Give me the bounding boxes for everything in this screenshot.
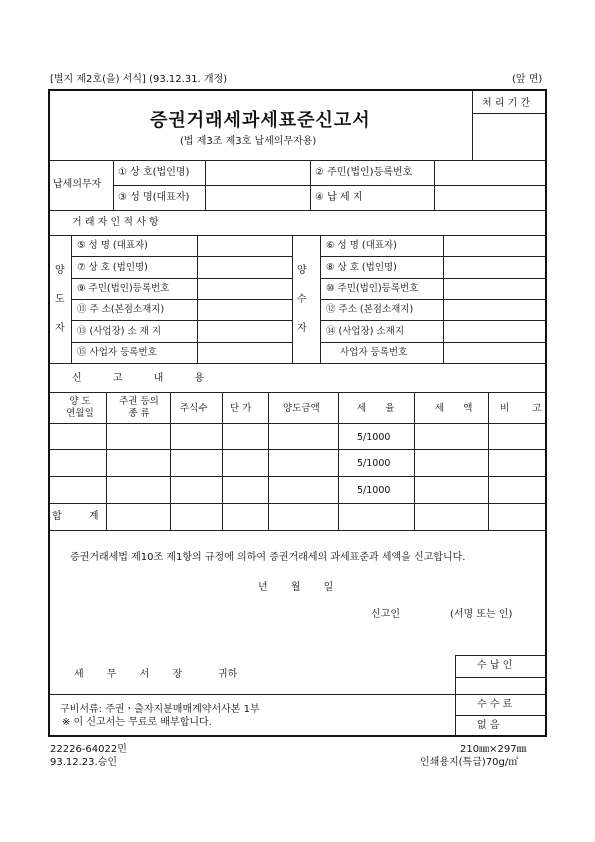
report-col-4 — [268, 392, 269, 530]
party-row-line-1b — [320, 256, 545, 257]
col-header-remarks: 비 고 — [500, 403, 552, 414]
taxpayer-col-3 — [310, 160, 311, 210]
line-report-total — [49, 530, 545, 531]
line-notes-top — [49, 694, 455, 695]
party-row-line-2 — [71, 278, 292, 279]
field-registration-no: ② 주민(법인)등록번호 — [315, 167, 413, 178]
party-row-line-2b — [320, 278, 545, 279]
page-side-label: (앞 면) — [512, 74, 543, 85]
report-col-1 — [106, 392, 107, 530]
processing-period-label: 처 리 기 간 — [482, 98, 531, 109]
party-row-line-5b — [320, 342, 545, 343]
party-row-line-5 — [71, 342, 292, 343]
field-tax-place: ④ 납 세 지 — [315, 192, 363, 203]
seller-field-address: ⑪ 주 소(본점소재지) — [77, 304, 165, 315]
line-parties-top — [49, 235, 545, 236]
free-distribution-note: ※ 이 신고서는 무료로 배부합니다. — [62, 717, 212, 728]
line-report-row-1 — [49, 449, 545, 450]
paper-size: 210㎜×297㎜ — [460, 744, 527, 755]
side-box-divider-3 — [455, 715, 545, 716]
declaration-date: 년 월 일 — [258, 582, 344, 593]
line-taxpayer-mid — [113, 185, 545, 186]
form-title: 증권거래세과세표준신고서 — [150, 110, 371, 131]
buyer-field-trade-name: ⑧ 상 호 (법인명) — [326, 262, 397, 273]
line-report-row-3 — [49, 503, 545, 504]
report-col-6 — [414, 392, 415, 530]
declaration-statement: 증권거래세법 제10조 제1항의 규정에 의하여 증권거래세의 과세표준과 세액을 신고합니다. — [70, 552, 466, 563]
buyer-side-char-2: 수 — [297, 294, 307, 305]
tax-office-addressee: 세 무 서 장 — [74, 669, 193, 680]
reporter-label: 신고인 — [371, 609, 400, 620]
line-taxpayer-bottom — [49, 210, 545, 211]
party-row-line-3b — [320, 299, 545, 300]
col-header-unit-price: 단 가 — [230, 403, 252, 414]
side-box-left — [455, 655, 456, 735]
form-subtitle: (법 제3조 제3호 납세의무자용) — [180, 136, 317, 147]
line-report-row-2 — [49, 476, 545, 477]
buyer-field-business-location: ⑭ (사업장) 소재지 — [326, 326, 405, 337]
seller-field-registration: ⑨ 주민(법인)등록번호 — [77, 283, 170, 294]
col-header-transfer-amount: 양도금액 — [283, 403, 320, 414]
processing-box-divider — [472, 113, 545, 114]
fee-value: 없 음 — [477, 720, 500, 731]
paper-type: 인쇄용지(특급)70g/㎡ — [420, 757, 519, 768]
buyer-field-address: ⑫ 주소 (본점소재지) — [326, 304, 414, 315]
col-header-shares: 주식수 — [180, 403, 208, 414]
honorific: 귀하 — [218, 669, 238, 680]
required-documents: 구비서류: 주권ㆍ출자지분매매계약서사본 1부 — [60, 704, 260, 715]
field-name: ③ 성 명(대표자) — [118, 192, 190, 203]
col-header-stock-type: 주권 등의 종 류 — [119, 396, 159, 419]
buyer-field-business-no: 사업자 등록번호 — [340, 347, 408, 358]
report-col-5 — [338, 392, 339, 530]
party-row-line-1 — [71, 256, 292, 257]
col-header-date: 양 도 연월일 — [66, 396, 94, 419]
party-row-line-3 — [71, 299, 292, 300]
seller-field-business-no: ⑮ 사업자 등록번호 — [77, 347, 157, 358]
buyer-side-char-3: 자 — [297, 323, 307, 334]
seller-side-char-1: 양 — [55, 265, 65, 276]
tax-rate-row-1: 5/1000 — [357, 432, 391, 443]
approval-date: 93.12.23.승인 — [50, 757, 118, 768]
report-section-label: 신 고 내 용 — [72, 373, 219, 384]
party-row-line-4b — [320, 320, 545, 321]
taxpayer-col-1 — [113, 160, 114, 210]
signature-label: (서명 또는 인) — [450, 609, 513, 620]
receipt-stamp-label: 수 납 인 — [477, 660, 513, 671]
line-report-header-bottom — [49, 423, 545, 424]
buyer-side-char-1: 양 — [297, 265, 307, 276]
total-label: 합 계 — [52, 511, 111, 522]
report-col-7 — [488, 392, 489, 530]
line-parties-bottom — [49, 363, 545, 364]
seller-field-name: ⑤ 성 명 (대표자) — [77, 240, 148, 251]
line-taxpayer-top — [49, 160, 545, 161]
side-box-top — [455, 655, 545, 656]
tax-rate-row-2: 5/1000 — [357, 458, 391, 469]
tax-rate-row-3: 5/1000 — [357, 485, 391, 496]
buyer-field-registration: ⑩ 주민(법인)등록번호 — [326, 283, 419, 294]
print-code: 22226-64022민 — [50, 744, 127, 755]
taxpayer-col-4 — [434, 160, 435, 210]
line-report-top — [49, 392, 545, 393]
report-col-3 — [222, 392, 223, 530]
report-col-2 — [170, 392, 171, 530]
fee-label: 수 수 료 — [477, 699, 513, 710]
col-header-tax-amount: 세 액 — [435, 403, 481, 414]
field-trade-name: ① 상 호(법인명) — [118, 167, 190, 178]
parties-section-label: 거 래 자 인 적 사 항 — [72, 217, 159, 228]
buyer-field-name: ⑥ 성 명 (대표자) — [326, 240, 397, 251]
col-header-tax-rate: 세 율 — [357, 403, 403, 414]
seller-field-trade-name: ⑦ 상 호 (법인명) — [77, 262, 148, 273]
taxpayer-col-2 — [205, 160, 206, 210]
form-number: [별지 제2호(을) 서식] (93.12.31. 개정) — [50, 74, 228, 85]
side-box-divider-1 — [455, 677, 545, 678]
party-row-line-4 — [71, 320, 292, 321]
side-box-divider-2 — [455, 694, 545, 695]
taxpayer-label: 납세의무자 — [53, 179, 102, 190]
processing-box-left — [472, 91, 473, 160]
seller-side-char-3: 자 — [55, 323, 65, 334]
buyer-side-left — [292, 235, 293, 363]
seller-field-business-location: ⑬ (사업장) 소 재 지 — [77, 326, 162, 337]
seller-side-char-2: 도 — [55, 294, 65, 305]
